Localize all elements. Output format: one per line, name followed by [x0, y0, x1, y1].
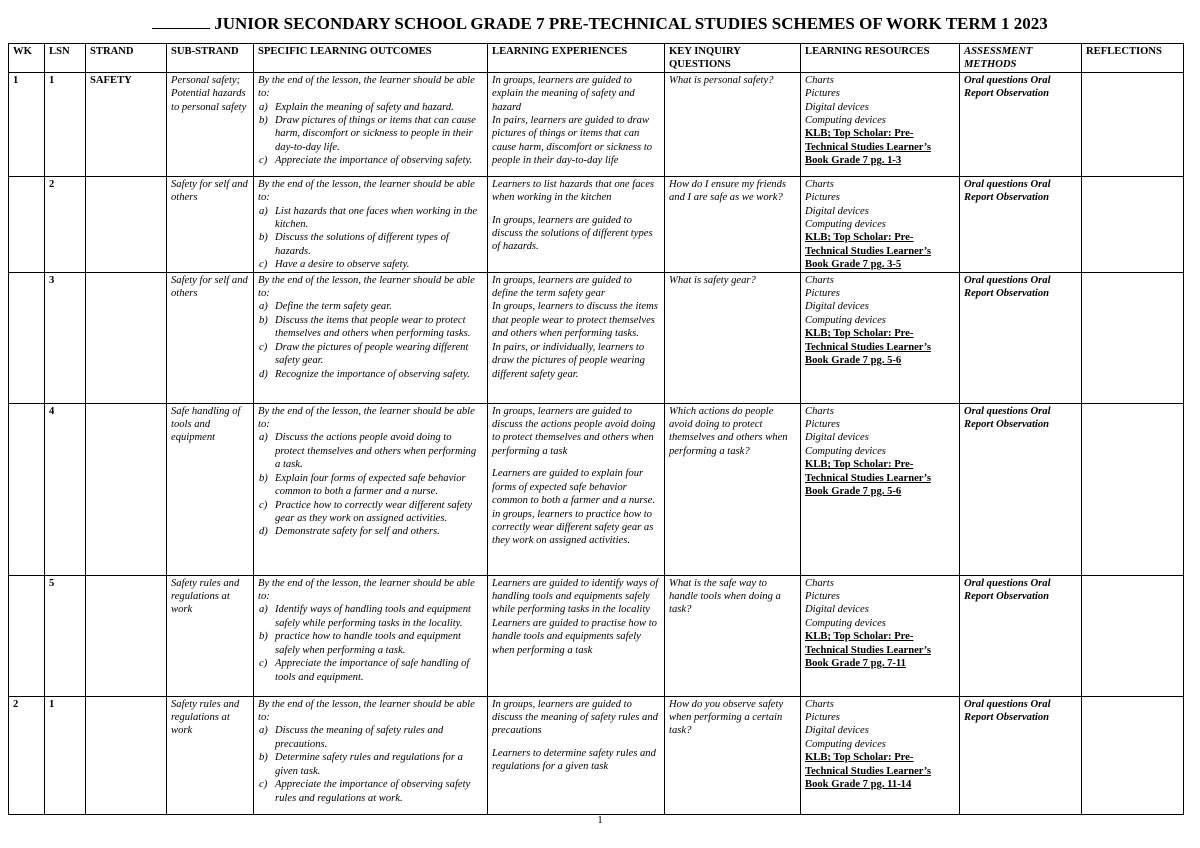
header-strand: STRAND: [86, 44, 167, 73]
paragraph-gap: [492, 458, 660, 467]
title-text: JUNIOR SECONDARY SCHOOL GRADE 7 PRE-TECHNICAL STUDIES SCHEMES OF WORK TERM 1 2023: [214, 14, 1048, 33]
outcome-text: Practice how to correctly wear different safety gear as they work on assigned activities.: [275, 499, 472, 524]
outcome-text: Explain four forms of expected safe behavior common to both a farmer and a nurse.: [275, 472, 466, 498]
cell-experiences: [488, 72, 665, 176]
cell-outcomes: [254, 176, 488, 272]
resource-item: Pictures: [805, 591, 840, 603]
outcome-marker: a): [259, 101, 268, 113]
cell-resources: [801, 403, 960, 575]
header-outcomes: SPECIFIC LEARNING OUTCOMES: [254, 44, 488, 73]
cell-strand: [86, 176, 167, 272]
title-underline: [152, 16, 210, 29]
outcome-text: Explain the meaning of safety and hazard.: [275, 101, 454, 113]
outcome-marker: c): [259, 658, 268, 670]
cell-outcomes: [254, 72, 488, 176]
resource-book: KLB; Top Scholar: Pre-Technical Studies Learner’s Book Grade 7 pg. 5-6: [805, 328, 931, 367]
cell-reflections: [1082, 72, 1184, 176]
cell-assessment: Oral questions Oral Report Observation: [960, 696, 1082, 814]
resource-book: KLB; Top Scholar: Pre-Technical Studies Learner’s Book Grade 7 pg. 1-3: [805, 128, 931, 167]
resource-item: Computing devices: [805, 445, 886, 457]
experience-paragraph: In groups, learners are guided to discuss the actions people avoid doing to protect themselves and others when performing a task: [492, 405, 656, 457]
outcome-item: [258, 368, 483, 381]
experience-paragraph: Learners to list hazards that one faces when working in the kitchen: [492, 178, 655, 204]
cell-sub-strand: Safety rules and regulations at work: [167, 696, 254, 814]
outcome-text: Define the term safety gear.: [275, 301, 392, 313]
outcome-text: practice how to handle tools and equipment safely when performing a task.: [275, 631, 461, 656]
cell-experiences: [488, 272, 665, 403]
resource-item: Pictures: [805, 419, 840, 431]
cell-inquiry: How do you observe safety when performing a certain task?: [665, 696, 801, 814]
outcomes-intro: By the end of the lesson, the learner should be able to:: [258, 698, 475, 724]
resource-item: Computing devices: [805, 115, 886, 127]
outcome-text: Demonstrate safety for self and others.: [275, 526, 440, 538]
cell-resources: [801, 72, 960, 176]
experience-paragraph: In groups, learners are guided to discuss the solutions of different types of hazards.: [492, 214, 653, 253]
cell-lsn: 3: [45, 272, 86, 403]
outcome-marker: d): [259, 368, 268, 380]
cell-inquiry: How do I ensure my friends and I are safe as we work?: [665, 176, 801, 272]
cell-lsn: 2: [45, 176, 86, 272]
cell-reflections: [1082, 575, 1184, 696]
experience-paragraph: In groups, learners are guided to discuss the meaning of safety rules and precautions: [492, 698, 658, 737]
outcome-marker: c): [259, 259, 268, 271]
resource-item: Digital devices: [805, 101, 869, 113]
resource-item: Charts: [805, 74, 834, 86]
header-row: [9, 44, 1184, 73]
outcome-item: [258, 499, 483, 526]
resource-item: Pictures: [805, 712, 840, 724]
outcome-item: [258, 431, 483, 471]
header-lsn: LSN: [45, 44, 86, 73]
outcomes-list: [258, 300, 483, 380]
resource-item: Charts: [805, 577, 834, 589]
outcome-item: [258, 314, 483, 341]
outcome-item: [258, 724, 483, 751]
cell-outcomes: [254, 696, 488, 814]
cell-strand: [86, 696, 167, 814]
outcome-marker: c): [259, 155, 268, 167]
outcomes-list: [258, 431, 483, 538]
outcome-text: Recognize the importance of observing safety.: [275, 368, 470, 380]
cell-sub-strand: Safety rules and regulations at work: [167, 575, 254, 696]
experience-paragraph: Learners are guided to identify ways of handling tools and equipments safely while performing tasks in the locality: [492, 577, 659, 616]
table-row: [9, 176, 1184, 272]
cell-strand: [86, 272, 167, 403]
experience-paragraph: Learners to determine safety rules and regulations for a given task: [492, 747, 656, 773]
cell-strand: [86, 403, 167, 575]
resource-item: Digital devices: [805, 432, 869, 444]
cell-wk: [9, 176, 45, 272]
outcome-item: [258, 101, 483, 114]
outcomes-intro: By the end of the lesson, the learner should be able to:: [258, 274, 475, 300]
cell-experiences: [488, 176, 665, 272]
resource-item: Charts: [805, 698, 834, 710]
table-row: [9, 72, 1184, 176]
cell-sub-strand: Safety for self and others: [167, 272, 254, 403]
header-resources: LEARNING RESOURCES: [801, 44, 960, 73]
resource-item: Charts: [805, 274, 834, 286]
resource-item: Charts: [805, 405, 834, 417]
cell-lsn: 1: [45, 72, 86, 176]
cell-inquiry: Which actions do people avoid doing to protect themselves and others when performing a task?: [665, 403, 801, 575]
resource-book: KLB; Top Scholar: Pre-Technical Studies Learner’s Book Grade 7 pg. 11-14: [805, 752, 931, 791]
cell-reflections: [1082, 272, 1184, 403]
cell-resources: [801, 272, 960, 403]
outcome-text: Discuss the items that people wear to protect themselves and others when performing tasks.: [275, 314, 471, 340]
outcome-item: [258, 205, 483, 232]
cell-strand: [86, 575, 167, 696]
outcome-marker: c): [259, 779, 268, 791]
cell-wk: [9, 403, 45, 575]
outcome-marker: b): [259, 472, 268, 484]
outcome-marker: d): [259, 526, 268, 538]
outcome-item: [258, 751, 483, 778]
cell-reflections: [1082, 403, 1184, 575]
outcome-marker: c): [259, 499, 268, 511]
outcome-item: [258, 472, 483, 499]
outcomes-list: [258, 205, 483, 272]
outcome-text: Appreciate the importance of observing safety.: [275, 155, 473, 167]
cell-wk: 1: [9, 72, 45, 176]
cell-lsn: 4: [45, 403, 86, 575]
resource-item: Pictures: [805, 192, 840, 204]
cell-lsn: 1: [45, 696, 86, 814]
outcome-marker: b): [259, 631, 268, 643]
outcome-item: [258, 778, 483, 805]
cell-sub-strand: Safety for self and others: [167, 176, 254, 272]
cell-assessment: Oral questions Oral Report Observation: [960, 575, 1082, 696]
resource-item: Digital devices: [805, 301, 869, 313]
cell-outcomes: [254, 272, 488, 403]
outcome-item: [258, 231, 483, 258]
cell-experiences: [488, 696, 665, 814]
scheme-of-work-table: [8, 43, 1184, 815]
outcomes-intro: By the end of the lesson, the learner should be able to:: [258, 405, 475, 431]
cell-assessment: Oral questions Oral Report Observation: [960, 72, 1082, 176]
resource-item: Computing devices: [805, 738, 886, 750]
cell-wk: [9, 272, 45, 403]
table-row: [9, 403, 1184, 575]
outcomes-intro: By the end of the lesson, the learner should be able to:: [258, 178, 475, 204]
table-row: [9, 575, 1184, 696]
outcome-text: Draw pictures of things or items that can cause harm, discomfort or sickness to people in their day-to-day life.: [275, 115, 476, 153]
resource-item: Digital devices: [805, 725, 869, 737]
outcome-item: [258, 525, 483, 538]
outcome-item: [258, 603, 483, 630]
cell-inquiry: What is safety gear?: [665, 272, 801, 403]
outcome-marker: b): [259, 752, 268, 764]
outcome-marker: a): [259, 432, 268, 444]
resource-item: Pictures: [805, 88, 840, 100]
header-sub-strand: SUB-STRAND: [167, 44, 254, 73]
header-inquiry: KEY INQUIRY QUESTIONS: [665, 44, 801, 73]
outcome-marker: a): [259, 725, 268, 737]
paragraph-gap: [492, 738, 660, 747]
experience-paragraph: in groups, learners to practice how to correctly wear different safety gear as they work on assigned activities.: [492, 508, 654, 547]
header-wk: WK: [9, 44, 45, 73]
cell-experiences: [488, 403, 665, 575]
outcome-marker: b): [259, 232, 268, 244]
outcome-item: [258, 630, 483, 657]
cell-assessment: Oral questions Oral Report Observation: [960, 272, 1082, 403]
outcome-marker: b): [259, 115, 268, 127]
experience-paragraph: In groups, learners to discuss the items that people wear to protect themselves and others when performing tasks.: [492, 301, 658, 340]
cell-reflections: [1082, 696, 1184, 814]
outcome-item: [258, 300, 483, 313]
cell-outcomes: [254, 575, 488, 696]
experience-paragraph: In pairs, learners are guided to draw pictures of things or items that can cause harm, discomfort or sickness to people in their day-to-day life: [492, 115, 653, 167]
outcome-item: [258, 657, 483, 684]
resource-item: Pictures: [805, 288, 840, 300]
outcome-marker: a): [259, 604, 268, 616]
cell-reflections: [1082, 176, 1184, 272]
resource-item: Charts: [805, 178, 834, 190]
experience-paragraph: Learners are guided to explain four forms of expected safe behavior common to both a farmer and a nurse.: [492, 468, 656, 507]
header-assessment: ASSESSMENT METHODS: [960, 44, 1082, 73]
cell-wk: 2: [9, 696, 45, 814]
outcome-text: Discuss the meaning of safety rules and precautions.: [275, 725, 444, 750]
cell-assessment: Oral questions Oral Report Observation: [960, 176, 1082, 272]
resource-book: KLB; Top Scholar: Pre-Technical Studies Learner’s Book Grade 7 pg. 5-6: [805, 459, 931, 498]
resource-item: Digital devices: [805, 205, 869, 217]
outcome-item: [258, 114, 483, 154]
page-title: [0, 14, 1200, 34]
cell-resources: [801, 176, 960, 272]
cell-strand: SAFETY: [86, 72, 167, 176]
table-row: [9, 272, 1184, 403]
cell-sub-strand: Personal safety; Potential hazards to personal safety: [167, 72, 254, 176]
page-number: 1: [597, 814, 603, 826]
header-experiences: LEARNING EXPERIENCES: [488, 44, 665, 73]
outcome-text: Discuss the actions people avoid doing to protect themselves and others when performing a task.: [275, 432, 477, 471]
outcome-marker: a): [259, 301, 268, 313]
cell-assessment: Oral questions Oral Report Observation: [960, 403, 1082, 575]
outcome-text: Determine safety rules and regulations for a given task.: [275, 752, 463, 777]
cell-inquiry: What is the safe way to handle tools when doing a task?: [665, 575, 801, 696]
outcome-text: Appreciate the importance of safe handling of tools and equipment.: [275, 658, 470, 683]
table-row: [9, 696, 1184, 814]
outcome-text: Discuss the solutions of different types of hazards.: [275, 232, 449, 257]
experience-paragraph: Learners are guided to practise how to handle tools and equipments safely when performing a task: [492, 617, 657, 656]
outcome-text: Appreciate the importance of observing safety rules and regulations at work.: [275, 779, 471, 804]
resource-item: Computing devices: [805, 314, 886, 326]
experience-paragraph: In groups, learners are guided to define the term safety gear: [492, 274, 632, 300]
outcomes-list: [258, 101, 483, 168]
cell-experiences: [488, 575, 665, 696]
outcomes-list: [258, 603, 483, 683]
experience-paragraph: In pairs, or individually, learners to draw the pictures of people wearing different safety gear.: [492, 341, 645, 380]
outcome-item: [258, 341, 483, 368]
resource-item: Computing devices: [805, 219, 886, 231]
cell-outcomes: [254, 403, 488, 575]
outcome-item: [258, 258, 483, 271]
cell-resources: [801, 575, 960, 696]
outcome-text: Draw the pictures of people wearing different safety gear.: [275, 341, 469, 367]
cell-resources: [801, 696, 960, 814]
cell-inquiry: What is personal safety?: [665, 72, 801, 176]
cell-sub-strand: Safe handling of tools and equipment: [167, 403, 254, 575]
outcome-marker: c): [259, 341, 268, 353]
outcome-text: Identify ways of handling tools and equipment safely while performing tasks in the locality.: [275, 604, 471, 629]
paragraph-gap: [492, 205, 660, 214]
header-reflections: REFLECTIONS: [1082, 44, 1184, 73]
outcomes-intro: By the end of the lesson, the learner should be able to:: [258, 577, 475, 603]
cell-lsn: 5: [45, 575, 86, 696]
resource-item: Computing devices: [805, 617, 886, 629]
resource-item: Digital devices: [805, 604, 869, 616]
outcome-marker: a): [259, 205, 268, 217]
resource-book: KLB; Top Scholar: Pre-Technical Studies Learner’s Book Grade 7 pg. 3-5: [805, 232, 931, 271]
outcomes-list: [258, 724, 483, 804]
outcome-text: Have a desire to observe safety.: [275, 259, 410, 271]
outcome-item: [258, 154, 483, 167]
outcome-text: List hazards that one faces when working in the kitchen.: [275, 205, 478, 231]
outcomes-intro: By the end of the lesson, the learner should be able to:: [258, 74, 475, 100]
outcome-marker: b): [259, 314, 268, 326]
cell-wk: [9, 575, 45, 696]
experience-paragraph: In groups, learners are guided to explain the meaning of safety and hazard: [492, 74, 635, 113]
resource-book: KLB; Top Scholar: Pre-Technical Studies Learner’s Book Grade 7 pg. 7-11: [805, 631, 931, 670]
